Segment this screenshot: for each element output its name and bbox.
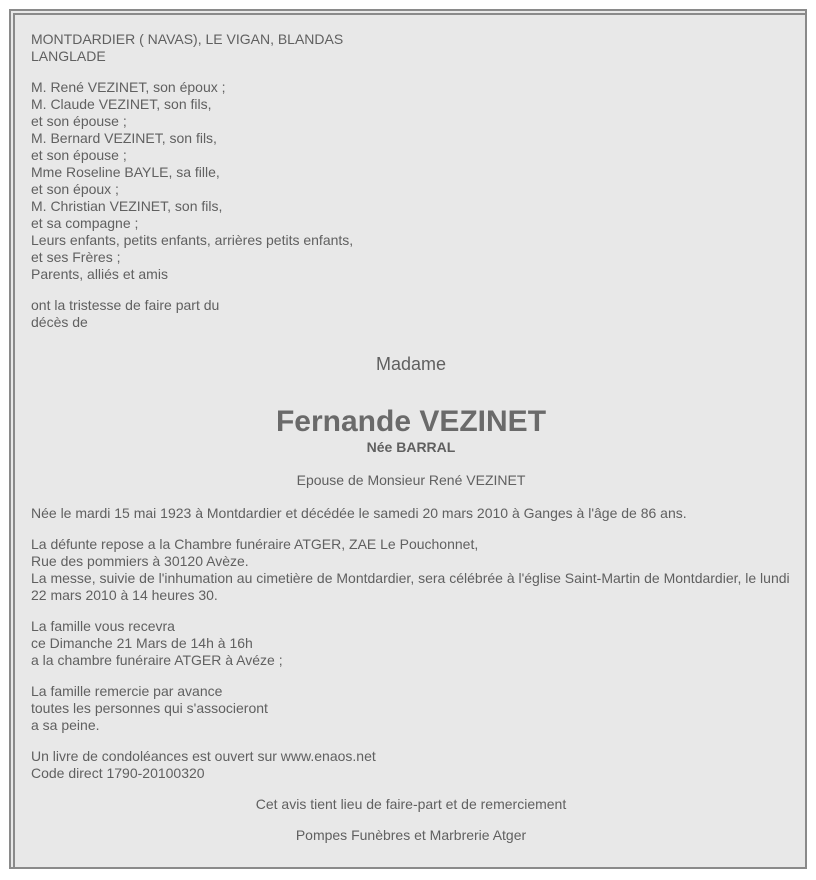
birth-death: Née le mardi 15 mai 1923 à Montdardier et décédée le samedi 20 mars 2010 à Ganges à l'âge de 86 ans.: [31, 505, 687, 521]
announcement-line: ont la tristesse de faire part du: [31, 297, 220, 313]
announcement: [31, 297, 791, 331]
family-line: et sa compagne ;: [31, 215, 139, 231]
reception-line: a la chambre funéraire ATGER à Avéze ;: [31, 652, 283, 668]
thanks-line: La famille remercie par avance: [31, 683, 223, 699]
thanks-info: [31, 683, 791, 734]
obituary-notice: [31, 31, 791, 844]
family-line: M. Christian VEZINET, son fils,: [31, 198, 223, 214]
maiden-name: Née BARRAL: [366, 439, 456, 455]
spouse-line: Epouse de Monsieur René VEZINET: [296, 472, 526, 488]
location-line: LANGLADE: [31, 48, 106, 64]
mass-info: La messe, suivie de l'inhumation au cimetière de Montdardier, sera célébrée à l'église Saint-Martin de Montdardier, le lundi 22 mars 2010 à 14 heures 30.: [31, 570, 790, 603]
family-line: M. Claude VEZINET, son fils,: [31, 96, 212, 112]
locations: [31, 31, 791, 65]
announcement-line: décès de: [31, 314, 88, 330]
family-list: [31, 79, 791, 283]
family-line: Mme Roseline BAYLE, sa fille,: [31, 164, 220, 180]
notice-line: Cet avis tient lieu de faire-part et de remerciement: [255, 796, 567, 812]
repose-info: [31, 536, 791, 604]
family-line: et son épouse ;: [31, 147, 127, 163]
deceased-name: Fernande VEZINET: [275, 405, 547, 438]
family-line: M. René VEZINET, son époux ;: [31, 79, 226, 95]
family-line: et son épouse ;: [31, 113, 127, 129]
location-line: MONTDARDIER ( NAVAS), LE VIGAN, BLANDAS: [31, 31, 344, 47]
reception-info: [31, 618, 791, 669]
reception-line: La famille vous recevra: [31, 618, 175, 634]
thanks-line: toutes les personnes qui s'associeront: [31, 700, 268, 716]
condolences-code: Code direct 1790-20100320: [31, 765, 205, 781]
family-line: Parents, alliés et amis: [31, 266, 168, 282]
funeral-home: Pompes Funèbres et Marbrerie Atger: [295, 827, 527, 843]
family-line: et ses Frères ;: [31, 249, 121, 265]
condolences-info: [31, 748, 791, 782]
repose-line: La défunte repose a la Chambre funéraire ATGER, ZAE Le Pouchonnet,: [31, 536, 479, 552]
family-line: Leurs enfants, petits enfants, arrières petits enfants,: [31, 232, 354, 248]
family-line: et son époux ;: [31, 181, 119, 197]
family-line: M. Bernard VEZINET, son fils,: [31, 130, 217, 146]
thanks-line: a sa peine.: [31, 717, 100, 733]
reception-line: ce Dimanche 21 Mars de 14h à 16h: [31, 635, 253, 651]
honorific: Madame: [375, 354, 447, 374]
condolences-line: Un livre de condoléances est ouvert sur www.enaos.net: [31, 748, 376, 764]
repose-line: Rue des pommiers à 30120 Avèze.: [31, 553, 249, 569]
